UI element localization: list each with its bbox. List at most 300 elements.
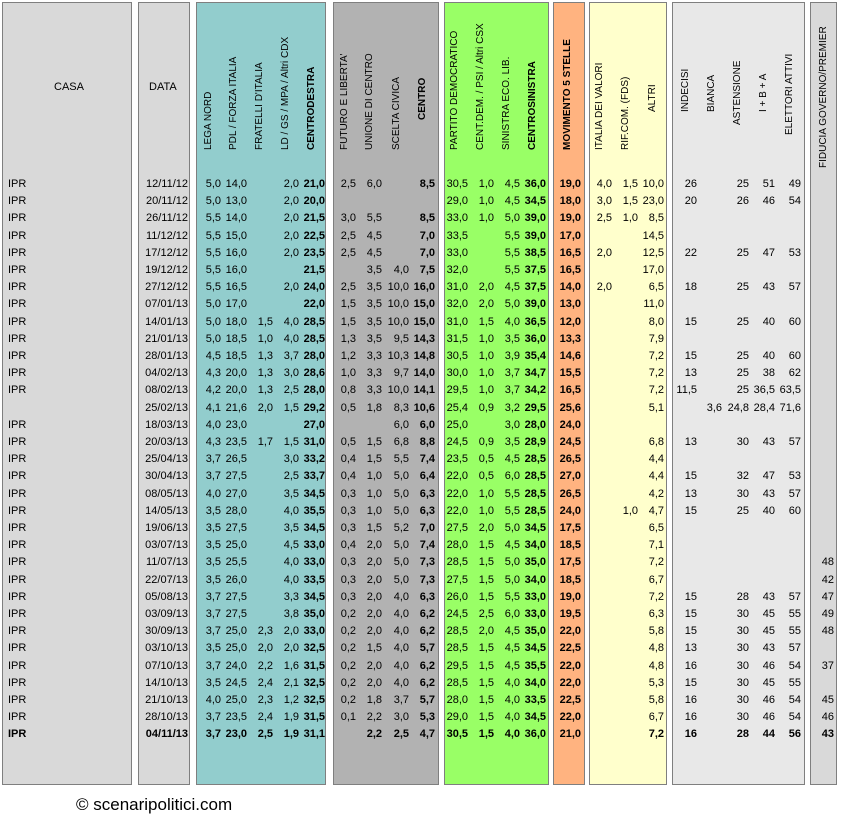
table-cell: 3,7: [205, 659, 221, 672]
table-cell: 1,5: [257, 315, 273, 328]
table-cell: 6,0: [504, 470, 520, 483]
table-cell: 34,0: [524, 676, 546, 689]
table-cell: 28,5: [303, 315, 325, 328]
table-cell: 33,0: [524, 608, 546, 620]
table-cell: 4,0: [283, 573, 299, 586]
table-cell: 7,0: [419, 229, 435, 242]
table-cell: 2,0: [257, 401, 273, 414]
table-cell: 24,0: [225, 659, 247, 672]
table-cell: 13: [684, 436, 697, 448]
table-cell: 29,5: [446, 384, 468, 397]
table-cell: 25,5: [225, 556, 247, 569]
table-cell: 20/11/12: [145, 195, 188, 208]
table-cell: 21,5: [303, 212, 325, 225]
table-cell: 0,9: [478, 401, 494, 414]
table-cell: 26: [736, 195, 749, 208]
table-cell: 28,0: [303, 384, 325, 397]
table-cell: 3,7: [205, 590, 221, 603]
table-cell: 55: [788, 625, 801, 638]
table-cell: 5,7: [419, 642, 435, 655]
table-cell: 28: [736, 590, 749, 603]
table-cell: IPR: [8, 246, 27, 259]
table-cell: 36,0: [524, 332, 546, 345]
table-cell: 22,0: [446, 504, 468, 517]
table-cell: 6,3: [648, 608, 664, 620]
table-cell: 3,0: [393, 711, 409, 724]
table-cell: 03/07/13: [145, 539, 188, 552]
header-fdi: FRATELLI D'ITALIA: [254, 62, 265, 150]
table-cell: 4,4: [648, 470, 664, 483]
table-cell: 3,7: [205, 470, 221, 483]
table-cell: 26/11/12: [145, 212, 188, 225]
table-cell: 6,7: [648, 573, 664, 586]
table-cell: 14,0: [225, 178, 247, 190]
table-cell: 18,5: [225, 350, 247, 362]
table-cell: 34,5: [524, 642, 546, 655]
table-cell: IPR: [8, 625, 27, 638]
table-cell: 35,0: [303, 608, 325, 620]
table-cell: 4,5: [283, 539, 299, 552]
table-cell: 11,5: [676, 384, 697, 397]
table-row: [0, 383, 856, 398]
table-cell: 21,5: [303, 264, 325, 276]
table-cell: 17,5: [559, 556, 581, 569]
table-cell: 8,5: [419, 212, 435, 225]
table-cell: 2,4: [257, 676, 273, 689]
header-idv: ITALIA DEI VALORI: [594, 62, 605, 150]
table-cell: 0,2: [340, 625, 356, 638]
table-cell: 30: [736, 487, 749, 500]
table-cell: 4,0: [393, 608, 409, 620]
table-cell: 15: [684, 608, 697, 620]
table-cell: 4,1: [205, 401, 221, 414]
table-cell: 26,5: [559, 487, 581, 500]
table-cell: 33,0: [303, 625, 325, 638]
table-cell: IPR: [8, 728, 27, 741]
table-cell: 56: [788, 728, 801, 741]
table-cell: 0,3: [340, 556, 356, 569]
table-cell: 2,5: [283, 470, 299, 483]
table-cell: 1,5: [478, 642, 494, 655]
table-cell: 2,2: [366, 728, 382, 741]
header-indecisi: INDECISI: [680, 68, 691, 112]
table-cell: 1,3: [257, 367, 273, 380]
table-cell: 46: [762, 659, 775, 672]
table-cell: 0,4: [340, 453, 356, 466]
table-cell: 1,0: [340, 367, 356, 380]
table-cell: 49: [788, 178, 801, 190]
table-cell: 18,0: [225, 315, 247, 328]
table-cell: 33,0: [303, 556, 325, 569]
table-cell: IPR: [8, 195, 27, 208]
table-cell: 4,5: [504, 453, 520, 466]
table-cell: 5,0: [205, 315, 221, 328]
table-cell: 25,4: [446, 401, 468, 414]
table-cell: 48: [821, 625, 834, 638]
table-cell: 0,3: [340, 504, 356, 517]
table-row: [0, 504, 856, 519]
table-cell: 3,5: [205, 539, 221, 552]
table-cell: 6,4: [419, 470, 435, 483]
table-row: [0, 452, 856, 467]
table-cell: 25,0: [225, 642, 247, 655]
table-cell: 1,0: [366, 487, 382, 500]
table-cell: 27,5: [225, 608, 247, 620]
table-cell: 1,8: [366, 401, 382, 414]
table-cell: 22,5: [559, 694, 581, 706]
table-cell: 10,3: [387, 350, 409, 362]
table-cell: 2,2: [366, 711, 382, 724]
table-cell: 33,5: [524, 694, 546, 706]
table-cell: 34,7: [524, 367, 546, 380]
table-cell: 1,0: [478, 487, 494, 500]
table-cell: IPR: [8, 315, 27, 328]
table-cell: 0,2: [340, 676, 356, 689]
table-cell: 33,5: [303, 573, 325, 586]
table-cell: 3,5: [366, 281, 382, 294]
table-cell: 2,0: [366, 608, 382, 620]
table-cell: 15: [684, 470, 697, 483]
table-cell: IPR: [8, 711, 27, 724]
table-cell: 28,5: [524, 487, 546, 500]
table-cell: 28,4: [753, 401, 775, 414]
header-ld: LD / GS / MPA / Altri CDX: [280, 36, 291, 150]
header-elettori: ELETTORI ATTIVI: [784, 53, 795, 135]
table-cell: 40: [762, 504, 775, 517]
table-cell: 6,2: [419, 625, 435, 638]
table-cell: 2,1: [283, 676, 299, 689]
table-cell: 7,1: [648, 539, 664, 552]
table-cell: 31,0: [446, 315, 468, 328]
table-cell: 6,8: [393, 436, 409, 448]
table-cell: 35,0: [524, 556, 546, 569]
table-cell: 30: [736, 642, 749, 655]
table-cell: 16,0: [413, 281, 435, 294]
table-cell: 13,3: [559, 332, 581, 345]
table-cell: IPR: [8, 694, 27, 706]
table-cell: 25: [736, 504, 749, 517]
table-cell: 40: [762, 350, 775, 362]
table-cell: IPR: [8, 436, 27, 448]
table-cell: 2,0: [283, 229, 299, 242]
header-centrodestra: CENTRODESTRA: [306, 66, 317, 150]
table-cell: 13: [684, 642, 697, 655]
table-cell: 31,5: [303, 659, 325, 672]
table-row: [0, 521, 856, 536]
table-cell: 27,0: [225, 487, 247, 500]
table-cell: 15,0: [225, 229, 247, 242]
table-cell: 62: [788, 367, 801, 380]
table-cell: 36,0: [524, 728, 546, 741]
table-cell: 24,0: [559, 418, 581, 431]
table-cell: 15: [684, 350, 697, 362]
table-cell: 5,0: [205, 195, 221, 208]
table-cell: 15: [684, 504, 697, 517]
header-lega-nord: LEGA NORD: [203, 91, 214, 150]
table-cell: IPR: [8, 539, 27, 552]
table-cell: 1,0: [366, 470, 382, 483]
table-row: [0, 349, 856, 364]
table-cell: 60: [788, 350, 801, 362]
table-cell: 5,0: [504, 522, 520, 534]
table-cell: 53: [788, 470, 801, 483]
table-cell: 3,5: [205, 642, 221, 655]
table-cell: 4,0: [596, 178, 612, 190]
table-cell: 5,0: [504, 298, 520, 311]
table-cell: 47: [762, 470, 775, 483]
table-cell: 3,3: [366, 367, 382, 380]
table-cell: 8,8: [419, 436, 435, 448]
table-cell: 2,3: [257, 694, 273, 706]
table-cell: 3,0: [340, 212, 356, 225]
table-cell: 15,5: [559, 367, 581, 380]
table-cell: 1,6: [283, 659, 299, 672]
table-cell: 43: [762, 281, 775, 294]
table-cell: 16: [684, 694, 697, 706]
table-cell: 13: [684, 367, 697, 380]
table-cell: 27,5: [446, 522, 468, 534]
table-cell: 1,5: [366, 522, 382, 534]
table-cell: 3,7: [205, 453, 221, 466]
table-cell: IPR: [8, 470, 27, 483]
table-row: [0, 555, 856, 570]
table-cell: 0,5: [340, 401, 356, 414]
table-cell: 5,0: [393, 573, 409, 586]
table-cell: IPR: [8, 281, 27, 294]
table-cell: 35,5: [303, 504, 325, 517]
table-cell: IPR: [8, 418, 27, 431]
table-cell: 32,0: [446, 264, 468, 276]
table-cell: 8,5: [419, 178, 435, 190]
table-cell: 28,0: [225, 504, 247, 517]
table-cell: 60: [788, 315, 801, 328]
table-cell: 36,5: [524, 315, 546, 328]
table-cell: 04/02/13: [145, 367, 188, 380]
table-cell: 1,5: [366, 642, 382, 655]
table-cell: 1,3: [340, 332, 356, 345]
table-cell: 3,5: [205, 504, 221, 517]
table-row: [0, 297, 856, 312]
table-cell: 2,0: [366, 556, 382, 569]
table-cell: 2,0: [283, 195, 299, 208]
table-cell: 0,2: [340, 642, 356, 655]
table-cell: 46: [762, 694, 775, 706]
table-cell: 34,0: [524, 539, 546, 552]
table-cell: 19,0: [559, 590, 581, 603]
table-cell: 4,0: [393, 659, 409, 672]
table-cell: 28,5: [524, 504, 546, 517]
table-cell: 28: [736, 728, 749, 741]
table-cell: 4,7: [419, 728, 435, 741]
table-cell: 2,0: [478, 522, 494, 534]
table-cell: 6,5: [648, 522, 664, 534]
table-cell: 3,5: [366, 315, 382, 328]
table-cell: 5,0: [504, 212, 520, 225]
table-cell: 04/11/13: [145, 728, 188, 741]
table-cell: 43: [762, 642, 775, 655]
table-cell: 8,3: [393, 401, 409, 414]
table-cell: 0,8: [340, 384, 356, 397]
table-cell: 46: [821, 711, 834, 724]
table-cell: 17,0: [559, 229, 581, 242]
table-cell: 34,5: [303, 590, 325, 603]
table-cell: 16: [684, 728, 697, 741]
table-cell: 25,6: [559, 401, 581, 414]
table-cell: 60: [788, 504, 801, 517]
table-cell: 30: [736, 659, 749, 672]
table-cell: 2,0: [478, 298, 494, 311]
table-cell: 22,5: [559, 642, 581, 655]
table-cell: 0,1: [340, 711, 356, 724]
table-cell: 33,0: [446, 212, 468, 225]
table-cell: 4,5: [504, 625, 520, 638]
table-cell: 15: [684, 625, 697, 638]
table-cell: 31,5: [303, 711, 325, 724]
table-cell: 33,0: [303, 539, 325, 552]
table-cell: 32,5: [303, 676, 325, 689]
table-cell: 35,4: [524, 350, 546, 362]
table-cell: 32: [736, 470, 749, 483]
table-cell: 7,2: [648, 384, 664, 397]
table-cell: 2,0: [283, 246, 299, 259]
table-cell: 36,5: [753, 384, 775, 397]
table-cell: 1,0: [257, 332, 273, 345]
table-cell: 5,5: [393, 453, 409, 466]
table-cell: 23,5: [225, 436, 247, 448]
table-cell: 05/08/13: [145, 590, 188, 603]
table-cell: 0,2: [340, 659, 356, 672]
table-cell: 57: [788, 590, 801, 603]
table-cell: 2,0: [596, 281, 612, 294]
table-cell: 2,5: [478, 608, 494, 620]
table-cell: 20,0: [225, 367, 247, 380]
table-cell: 1,0: [622, 504, 638, 517]
table-cell: 51: [762, 178, 775, 190]
table-cell: IPR: [8, 556, 27, 569]
table-cell: 18: [684, 281, 697, 294]
table-cell: 1,5: [478, 590, 494, 603]
table-cell: 3,7: [205, 625, 221, 638]
table-cell: 1,5: [622, 195, 638, 208]
table-cell: 07/01/13: [145, 298, 188, 311]
table-cell: 25: [736, 367, 749, 380]
table-cell: 4,5: [366, 229, 382, 242]
table-cell: 1,8: [366, 694, 382, 706]
table-cell: IPR: [8, 178, 27, 190]
header-cd: CENT.DEM. / PSI / Altri CSX: [475, 23, 486, 150]
table-cell: 4,0: [393, 590, 409, 603]
table-cell: 16,0: [225, 246, 247, 259]
table-cell: IPR: [8, 350, 27, 362]
table-cell: 3,7: [504, 367, 520, 380]
table-cell: 5,0: [393, 539, 409, 552]
table-cell: 4,0: [393, 676, 409, 689]
table-cell: 17,0: [642, 264, 664, 276]
table-row: [0, 229, 856, 244]
table-cell: 03/10/13: [145, 642, 188, 655]
table-cell: 6,7: [648, 711, 664, 724]
table-cell: 20,0: [303, 195, 325, 208]
table-cell: 6,3: [419, 504, 435, 517]
table-cell: 7,9: [648, 332, 664, 345]
table-cell: 5,5: [504, 229, 520, 242]
table-cell: 3,8: [283, 608, 299, 620]
table-cell: 1,5: [478, 711, 494, 724]
table-cell: 4,8: [648, 642, 664, 655]
table-cell: 37: [821, 659, 834, 672]
table-cell: 3,5: [366, 298, 382, 311]
table-cell: 3,5: [205, 556, 221, 569]
table-cell: 07/10/13: [145, 659, 188, 672]
table-cell: 5,7: [419, 694, 435, 706]
table-cell: 22,0: [446, 470, 468, 483]
table-cell: 4,5: [504, 195, 520, 208]
table-cell: 2,0: [478, 625, 494, 638]
table-cell: 3,7: [205, 728, 221, 741]
table-row: [0, 194, 856, 209]
table-cell: 6,0: [504, 608, 520, 620]
table-cell: IPR: [8, 573, 27, 586]
table-cell: 5,0: [205, 178, 221, 190]
table-cell: 14,3: [413, 332, 435, 345]
table-cell: 1,5: [340, 315, 356, 328]
table-cell: 6,3: [419, 590, 435, 603]
table-cell: 18,5: [559, 539, 581, 552]
table-cell: 4,0: [393, 642, 409, 655]
table-cell: 43: [762, 436, 775, 448]
table-cell: 7,0: [419, 246, 435, 259]
table-cell: 24,5: [446, 608, 468, 620]
table-cell: 43: [821, 728, 834, 741]
table-cell: 4,0: [283, 315, 299, 328]
table-cell: 43: [762, 487, 775, 500]
table-cell: 7,3: [419, 556, 435, 569]
table-cell: 37,5: [524, 264, 546, 276]
table-cell: 1,0: [478, 212, 494, 225]
table-cell: 5,5: [504, 590, 520, 603]
table-cell: 4,0: [393, 264, 409, 276]
table-cell: 4,5: [504, 659, 520, 672]
table-cell: 20,0: [225, 384, 247, 397]
table-cell: 28,5: [303, 332, 325, 345]
table-cell: 24,5: [225, 676, 247, 689]
table-cell: 1,5: [478, 573, 494, 586]
table-cell: 6,2: [419, 608, 435, 620]
table-cell: 0,5: [478, 470, 494, 483]
table-row: [0, 641, 856, 656]
table-cell: 22,0: [559, 625, 581, 638]
table-row: [0, 435, 856, 450]
table-cell: 9,5: [393, 332, 409, 345]
table-cell: 30: [736, 711, 749, 724]
table-cell: 4,0: [504, 676, 520, 689]
table-cell: IPR: [8, 487, 27, 500]
table-cell: 2,5: [283, 384, 299, 397]
table-cell: 4,0: [205, 694, 221, 706]
table-cell: 0,3: [340, 573, 356, 586]
table-cell: 0,3: [340, 487, 356, 500]
table-cell: 1,7: [257, 436, 273, 448]
table-cell: 7,2: [648, 590, 664, 603]
table-cell: 18,5: [559, 573, 581, 586]
table-cell: 21/01/13: [145, 332, 188, 345]
table-cell: 5,0: [393, 556, 409, 569]
table-cell: 49: [821, 608, 834, 620]
table-cell: 1,5: [478, 694, 494, 706]
header-centrosinistra: CENTROSINISTRA: [527, 61, 538, 150]
table-cell: 23,5: [225, 711, 247, 724]
table-cell: 2,0: [366, 625, 382, 638]
